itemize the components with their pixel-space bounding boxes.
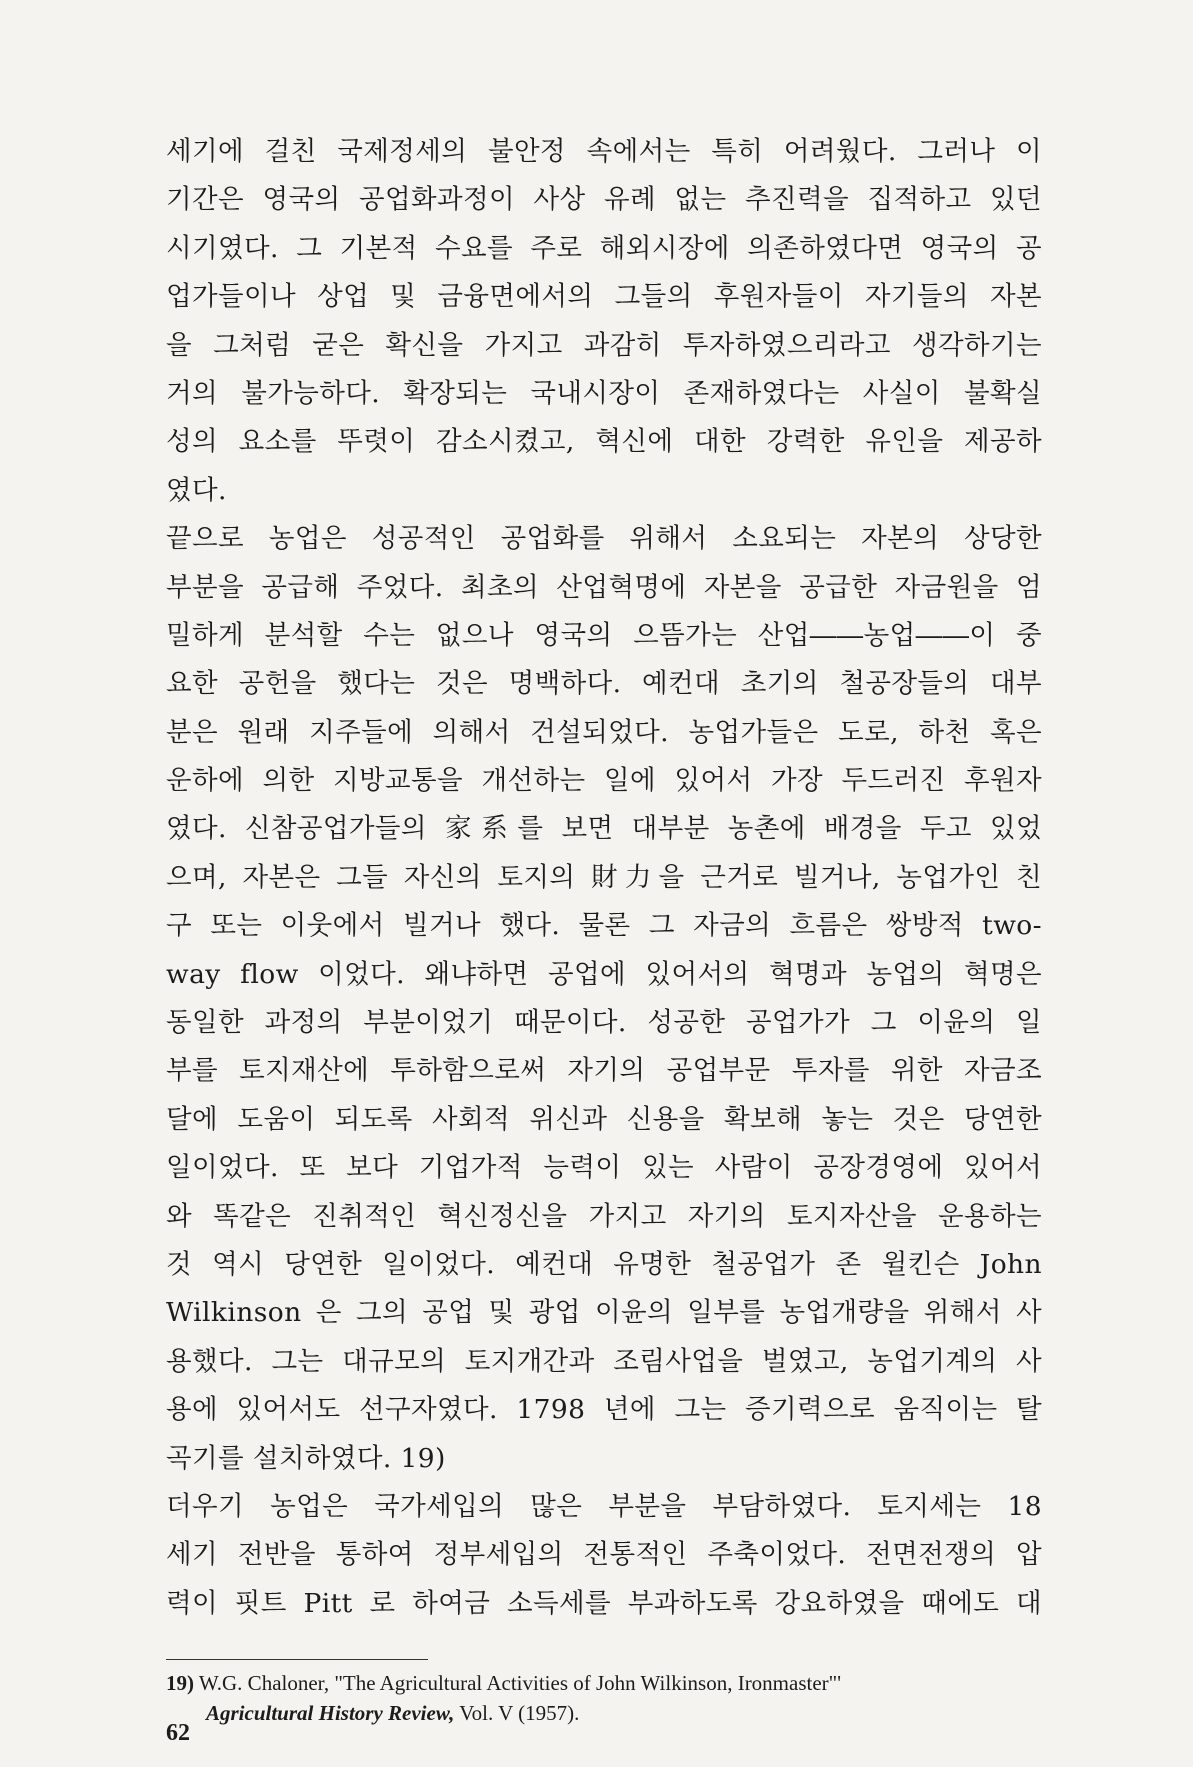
- footnote-divider: [166, 1659, 428, 1660]
- text-line: 요한 공헌을 했다는 것은 명백하다. 예컨대 초기의 철공장들의 대부: [166, 668, 1042, 700]
- text-line: 기간은 영국의 공업화과정이 사상 유례 없는 추진력을 집적하고 있던: [166, 184, 1042, 216]
- footnote-citation: W.G. Chaloner, "The Agricultural Activities of John Wilkinson, Ironmaster"': [198, 1671, 842, 1695]
- text-line: 업가들이나 상업 및 금융면에서의 그들의 후원자들이 자기들의 자본: [166, 281, 1042, 313]
- text-line: 세기에 걸친 국제정세의 불안정 속에서는 특히 어려웠다. 그러나 이: [166, 136, 1042, 167]
- page-number: 62: [166, 1720, 190, 1746]
- text-line: Wilkinson 은 그의 공업 및 광업 이윤의 일부를 농업개량을 위해서 사: [166, 1297, 1042, 1329]
- text-line: 끝으로 농업은 성공적인 공업화를 위해서 소요되는 자본의 상당한: [166, 523, 1042, 555]
- text-line: 부분을 공급해 주었다. 최초의 산업혁명에 자본을 공급한 자금원을 엄: [166, 571, 1042, 603]
- text-line: 운하에 의한 지방교통을 개선하는 일에 있어서 가장 두드러진 후원자: [166, 765, 1042, 797]
- text-line: 용에 있어서도 선구자였다. 1798 년에 그는 증기력으로 움직이는 탈: [166, 1394, 1042, 1426]
- footnote-line: [166, 1668, 1046, 1698]
- text-line: 부를 토지재산에 투하함으로써 자기의 공업부문 투자를 위한 자금조: [166, 1055, 1042, 1087]
- text-line: 였다. 신참공업가들의 家系를 보면 대부분 농촌에 배경을 두고 있었: [166, 813, 1042, 845]
- text-line: 으며, 자본은 그들 자신의 토지의 財力을 근거로 빌거나, 농업가인 친: [166, 861, 1042, 893]
- text-line: 밀하게 분석할 수는 없으나 영국의 으뜸가는 산업――농업――이 중: [166, 619, 1042, 651]
- text-line: 것 역시 당연한 일이었다. 예컨대 유명한 철공업가 존 윌킨슨 John: [166, 1248, 1042, 1280]
- text-line: 구 또는 이웃에서 빌거나 했다. 물론 그 자금의 흐름은 쌍방적 two-: [166, 910, 1042, 942]
- footnote-line: [166, 1698, 1046, 1728]
- footnote-volume: Vol. V (1957).: [459, 1701, 580, 1725]
- text-line: 동일한 과정의 부분이었기 때문이다. 성공한 공업가가 그 이윤의 일: [166, 1007, 1042, 1039]
- footnote: [166, 1668, 1046, 1728]
- text-line: 세기 전반을 통하여 정부세입의 전통적인 주축이었다. 전면전쟁의 압: [166, 1539, 1042, 1571]
- text-line: 곡기를 설치하였다. 19): [166, 1442, 446, 1474]
- body-text: [166, 128, 1042, 1628]
- text-line: 였다.: [166, 474, 227, 506]
- text-line: 분은 원래 지주들에 의해서 건설되었다. 농업가들은 도로, 하천 혹은: [166, 716, 1042, 748]
- text-line: 달에 도움이 되도록 사회적 위신과 신용을 확보해 놓는 것은 당연한: [166, 1103, 1042, 1135]
- text-line: 일이었다. 또 보다 기업가적 능력이 있는 사람이 공장경영에 있어서: [166, 1152, 1042, 1184]
- text-line: 성의 요소를 뚜렷이 감소시켰고, 혁신에 대한 강력한 유인을 제공하: [166, 426, 1042, 458]
- text-line: way flow 이었다. 왜냐하면 공업에 있어서의 혁명과 농업의 혁명은: [166, 958, 1042, 990]
- text-line: 력이 핏트 Pitt 로 하여금 소득세를 부과하도록 강요하였을 때에도 대: [166, 1587, 1042, 1619]
- footnote-journal: Agricultural History Review,: [206, 1701, 455, 1725]
- text-line: 거의 불가능하다. 확장되는 국내시장이 존재하였다는 사실이 불확실: [166, 377, 1042, 409]
- text-line: 와 똑같은 진취적인 혁신정신을 가지고 자기의 토지자산을 운용하는: [166, 1200, 1042, 1232]
- text-line: 용했다. 그는 대규모의 토지개간과 조림사업을 벌였고, 농업기계의 사: [166, 1345, 1042, 1377]
- footnote-number: 19): [166, 1671, 194, 1695]
- text-line: 을 그처럼 굳은 확신을 가지고 과감히 투자하였으리라고 생각하기는: [166, 329, 1042, 361]
- text-line: 더우기 농업은 국가세입의 많은 부분을 부담하였다. 토지세는 18: [166, 1490, 1042, 1522]
- text-line: 시기였다. 그 기본적 수요를 주로 해외시장에 의존하였다면 영국의 공: [166, 232, 1042, 264]
